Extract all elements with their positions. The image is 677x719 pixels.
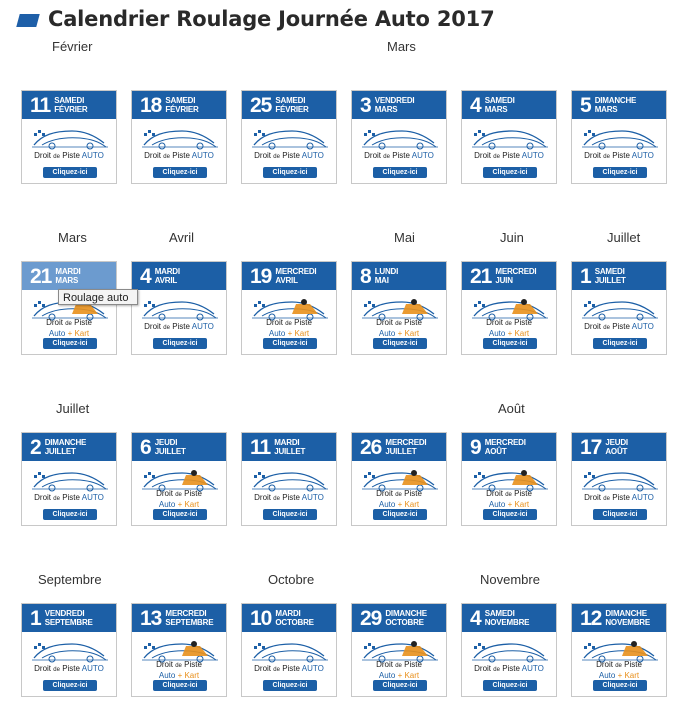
cliquez-ici-button[interactable]: Cliquez-ici: [153, 167, 207, 178]
event-card[interactable]: [351, 603, 447, 697]
month-label-mars: Mars: [387, 39, 416, 54]
event-date-text: [275, 267, 316, 285]
brand-text: Droit de Piste AUTO: [34, 151, 104, 160]
brand-text: Droit de Piste AUTO: [584, 493, 654, 502]
event-weekday: MARDI: [274, 438, 300, 447]
event-month: JUILLET: [385, 447, 417, 456]
event-weekday: SAMEDI: [594, 267, 625, 276]
card-header: [572, 433, 666, 461]
card-header: [242, 262, 336, 290]
cliquez-ici-button[interactable]: Cliquez-ici: [153, 680, 207, 691]
brand-text: Droit de Piste Auto + Kart: [266, 318, 312, 338]
card-header: [22, 91, 116, 119]
event-month: AOÛT: [605, 447, 628, 456]
event-date-text: [595, 96, 637, 114]
event-date-text: [54, 96, 87, 114]
card-header: [242, 91, 336, 119]
event-month: JUILLET: [274, 447, 306, 456]
cliquez-ici-button[interactable]: Cliquez-ici: [593, 680, 647, 691]
event-weekday: DIMANCHE: [594, 96, 637, 105]
event-card[interactable]: [21, 432, 117, 526]
event-weekday: SAMEDI: [484, 609, 515, 618]
car-logo-icon: [582, 296, 658, 322]
event-month: AVRIL: [275, 276, 298, 285]
car-logo-icon: [362, 125, 438, 151]
card-header: [352, 262, 446, 290]
cliquez-ici-button[interactable]: Cliquez-ici: [263, 680, 317, 691]
brand-text: Droit de Piste AUTO: [364, 151, 434, 160]
event-weekday: MERCREDI: [484, 438, 526, 447]
card-header: [22, 262, 116, 290]
card-header: [132, 91, 226, 119]
event-month: MARS: [374, 105, 398, 114]
card-header: [242, 433, 336, 461]
page-header: [18, 6, 495, 32]
event-month: NOVEMBRE: [605, 618, 650, 627]
event-month: NOVEMBRE: [484, 618, 530, 627]
event-weekday: SAMEDI: [275, 96, 306, 105]
event-date-text: [155, 267, 180, 285]
event-weekday: DIMANCHE: [385, 609, 427, 618]
cliquez-ici-button[interactable]: Cliquez-ici: [43, 509, 97, 520]
card-header: [462, 433, 556, 461]
event-card[interactable]: [21, 90, 117, 184]
cliquez-ici-button[interactable]: Cliquez-ici: [263, 167, 317, 178]
event-day-number: 4: [140, 264, 151, 288]
event-day-number: 18: [140, 93, 162, 117]
car-logo-icon: [142, 125, 218, 151]
event-date-text: [385, 609, 427, 627]
event-card[interactable]: [351, 432, 447, 526]
event-date-text: [375, 267, 398, 285]
event-card[interactable]: [21, 261, 117, 355]
event-month: FÉVRIER: [54, 105, 88, 114]
event-card[interactable]: [241, 432, 337, 526]
brand-text: Droit de Piste AUTO: [584, 151, 654, 160]
event-card[interactable]: [461, 432, 557, 526]
cliquez-ici-button[interactable]: Cliquez-ici: [593, 167, 647, 178]
cliquez-ici-button[interactable]: Cliquez-ici: [373, 167, 427, 178]
event-month: FÉVRIER: [275, 105, 309, 114]
event-date-text: [275, 96, 308, 114]
brand-text: Droit de Piste AUTO: [144, 322, 214, 331]
event-card[interactable]: [131, 603, 227, 697]
event-date-text: [485, 609, 530, 627]
event-weekday: JEUDI: [605, 438, 628, 447]
car-logo-icon: [142, 296, 218, 322]
event-weekday: MERCREDI: [495, 267, 537, 276]
cliquez-ici-button[interactable]: Cliquez-ici: [593, 509, 647, 520]
event-month: JUILLET: [594, 276, 626, 285]
event-card[interactable]: [571, 603, 667, 697]
month-label-octobre: Octobre: [268, 572, 315, 587]
event-weekday: MERCREDI: [275, 267, 317, 276]
event-day-number: 3: [360, 93, 371, 117]
event-weekday: MARDI: [55, 267, 81, 276]
event-month: OCTOBRE: [385, 618, 424, 627]
month-label-septembre: Septembre: [38, 572, 102, 587]
event-date-text: [165, 609, 213, 627]
brand-text: Droit de Piste AUTO: [254, 493, 324, 502]
brand-text: Droit de Piste Auto + Kart: [486, 318, 532, 338]
brand-text: Droit de Piste Auto + Kart: [156, 660, 202, 680]
event-date-text: [485, 96, 515, 114]
event-day-number: 10: [250, 606, 272, 630]
flag-icon: [16, 14, 39, 27]
event-date-text: [385, 438, 426, 456]
brand-text: Droit de Piste Auto + Kart: [376, 318, 422, 338]
card-header: [572, 91, 666, 119]
event-weekday: VENDREDI: [44, 609, 85, 618]
cliquez-ici-button[interactable]: Cliquez-ici: [483, 509, 537, 520]
event-day-number: 26: [360, 435, 382, 459]
month-label-mai: Mai: [394, 230, 415, 245]
event-day-number: 29: [360, 606, 382, 630]
cliquez-ici-button[interactable]: Cliquez-ici: [483, 167, 537, 178]
event-month: MARS: [594, 105, 618, 114]
event-date-text: [605, 609, 650, 627]
cliquez-ici-button[interactable]: Cliquez-ici: [153, 509, 207, 520]
event-date-text: [45, 438, 87, 456]
event-card[interactable]: [461, 261, 557, 355]
cliquez-ici-button[interactable]: Cliquez-ici: [43, 167, 97, 178]
event-card[interactable]: [131, 90, 227, 184]
event-day-number: 17: [580, 435, 602, 459]
event-weekday: JEUDI: [154, 438, 178, 447]
event-day-number: 21: [470, 264, 492, 288]
event-weekday: DIMANCHE: [44, 438, 87, 447]
brand-text: Droit de Piste AUTO: [254, 151, 324, 160]
brand-text: Droit de Piste Auto + Kart: [376, 489, 422, 509]
car-logo-icon: [32, 125, 108, 151]
event-date-text: [485, 438, 526, 456]
page-title: Calendrier Roulage Journée Auto 2017: [48, 7, 495, 31]
event-month: MARS: [484, 105, 508, 114]
card-header: [462, 91, 556, 119]
month-label-juin: Juin: [500, 230, 524, 245]
event-date-text: [595, 267, 626, 285]
cliquez-ici-button[interactable]: Cliquez-ici: [153, 338, 207, 349]
cliquez-ici-button[interactable]: Cliquez-ici: [483, 338, 537, 349]
event-weekday: SAMEDI: [54, 96, 85, 105]
event-day-number: 13: [140, 606, 162, 630]
month-label-aout: Août: [498, 401, 525, 416]
card-header: [352, 604, 446, 632]
card-header: [462, 262, 556, 290]
event-day-number: 5: [580, 93, 591, 117]
cliquez-ici-button[interactable]: Cliquez-ici: [593, 338, 647, 349]
event-weekday: SAMEDI: [165, 96, 196, 105]
brand-text: Droit de Piste Auto + Kart: [46, 318, 92, 338]
event-month: JUIN: [495, 276, 513, 285]
card-header: [22, 604, 116, 632]
event-day-number: 4: [470, 606, 481, 630]
cliquez-ici-button[interactable]: Cliquez-ici: [373, 338, 427, 349]
event-weekday: VENDREDI: [374, 96, 415, 105]
event-month: OCTOBRE: [275, 618, 314, 627]
brand-text: Droit de Piste AUTO: [474, 664, 544, 673]
event-card[interactable]: [461, 90, 557, 184]
event-date-text: [495, 267, 536, 285]
card-header: [572, 604, 666, 632]
car-logo-icon: [32, 638, 108, 664]
event-card[interactable]: [241, 90, 337, 184]
event-month: JUILLET: [44, 447, 76, 456]
event-day-number: 8: [360, 264, 371, 288]
cliquez-ici-button[interactable]: Cliquez-ici: [263, 338, 317, 349]
event-card[interactable]: [351, 261, 447, 355]
card-header: [242, 604, 336, 632]
car-logo-icon: [472, 638, 548, 664]
brand-text: Droit de Piste AUTO: [584, 322, 654, 331]
event-month: MARS: [55, 276, 79, 285]
card-header: [462, 604, 556, 632]
event-card[interactable]: [131, 261, 227, 355]
brand-text: Droit de Piste AUTO: [34, 664, 104, 673]
event-day-number: 11: [250, 435, 271, 459]
event-day-number: 6: [140, 435, 151, 459]
tooltip: Roulage auto: [58, 289, 138, 305]
event-card[interactable]: [571, 261, 667, 355]
brand-text: Droit de Piste Auto + Kart: [596, 660, 642, 680]
event-day-number: 1: [580, 264, 591, 288]
event-month: SEPTEMBRE: [44, 618, 93, 627]
month-label-fevrier: Février: [52, 39, 93, 54]
brand-text: Droit de Piste AUTO: [144, 151, 214, 160]
event-card[interactable]: [241, 603, 337, 697]
event-card[interactable]: [21, 603, 117, 697]
event-date-text: [275, 609, 313, 627]
brand-text: Droit de Piste AUTO: [474, 151, 544, 160]
event-card[interactable]: [351, 90, 447, 184]
event-weekday: SAMEDI: [484, 96, 515, 105]
car-logo-icon: [252, 125, 328, 151]
event-day-number: 25: [250, 93, 272, 117]
event-day-number: 1: [30, 606, 41, 630]
card-header: [132, 433, 226, 461]
event-card[interactable]: [571, 90, 667, 184]
event-date-text: [165, 96, 198, 114]
car-logo-icon: [252, 467, 328, 493]
event-date-text: [274, 438, 305, 456]
event-date-text: [605, 438, 628, 456]
brand-text: Droit de Piste AUTO: [34, 493, 104, 502]
event-weekday: MARDI: [154, 267, 180, 276]
event-day-number: 21: [30, 264, 52, 288]
event-month: AOÛT: [484, 447, 507, 456]
car-logo-icon: [252, 638, 328, 664]
brand-text: Droit de Piste AUTO: [254, 664, 324, 673]
car-logo-icon: [472, 125, 548, 151]
event-card[interactable]: [461, 603, 557, 697]
event-month: MAI: [374, 276, 389, 285]
card-header: [572, 262, 666, 290]
cliquez-ici-button[interactable]: Cliquez-ici: [43, 338, 97, 349]
event-month: JUILLET: [154, 447, 186, 456]
month-label-avril: Avril: [169, 230, 195, 245]
event-weekday: LUNDI: [374, 267, 399, 276]
month-label-mars: Mars: [58, 230, 87, 245]
event-date-text: [55, 267, 80, 285]
car-logo-icon: [32, 467, 108, 493]
brand-text: Droit de Piste Auto + Kart: [486, 489, 532, 509]
cliquez-ici-button[interactable]: Cliquez-ici: [373, 509, 427, 520]
event-month: FÉVRIER: [165, 105, 199, 114]
brand-text: Droit de Piste Auto + Kart: [376, 660, 422, 680]
cliquez-ici-button[interactable]: Cliquez-ici: [263, 509, 317, 520]
card-header: [132, 604, 226, 632]
brand-text: Droit de Piste Auto + Kart: [156, 489, 202, 509]
event-day-number: 19: [250, 264, 272, 288]
month-label-juillet: Juillet: [56, 401, 90, 416]
card-header: [22, 433, 116, 461]
event-weekday: MARDI: [275, 609, 301, 618]
event-card[interactable]: [241, 261, 337, 355]
event-date-text: [375, 96, 415, 114]
event-day-number: 11: [30, 93, 51, 117]
event-card[interactable]: [571, 432, 667, 526]
cliquez-ici-button[interactable]: Cliquez-ici: [373, 680, 427, 691]
card-header: [132, 262, 226, 290]
event-day-number: 2: [30, 435, 41, 459]
event-weekday: MERCREDI: [385, 438, 427, 447]
event-month: SEPTEMBRE: [165, 618, 214, 627]
event-card[interactable]: [131, 432, 227, 526]
event-weekday: MERCREDI: [165, 609, 207, 618]
card-header: [352, 91, 446, 119]
event-day-number: 12: [580, 606, 602, 630]
event-day-number: 4: [470, 93, 481, 117]
card-header: [352, 433, 446, 461]
event-date-text: [45, 609, 93, 627]
cliquez-ici-button[interactable]: Cliquez-ici: [43, 680, 97, 691]
month-label-juillet: Juillet: [607, 230, 641, 245]
car-logo-icon: [582, 125, 658, 151]
event-date-text: [155, 438, 186, 456]
month-label-novembre: Novembre: [480, 572, 540, 587]
event-day-number: 9: [470, 435, 481, 459]
event-month: AVRIL: [154, 276, 178, 285]
cliquez-ici-button[interactable]: Cliquez-ici: [483, 680, 537, 691]
car-logo-icon: [582, 467, 658, 493]
event-weekday: DIMANCHE: [605, 609, 647, 618]
